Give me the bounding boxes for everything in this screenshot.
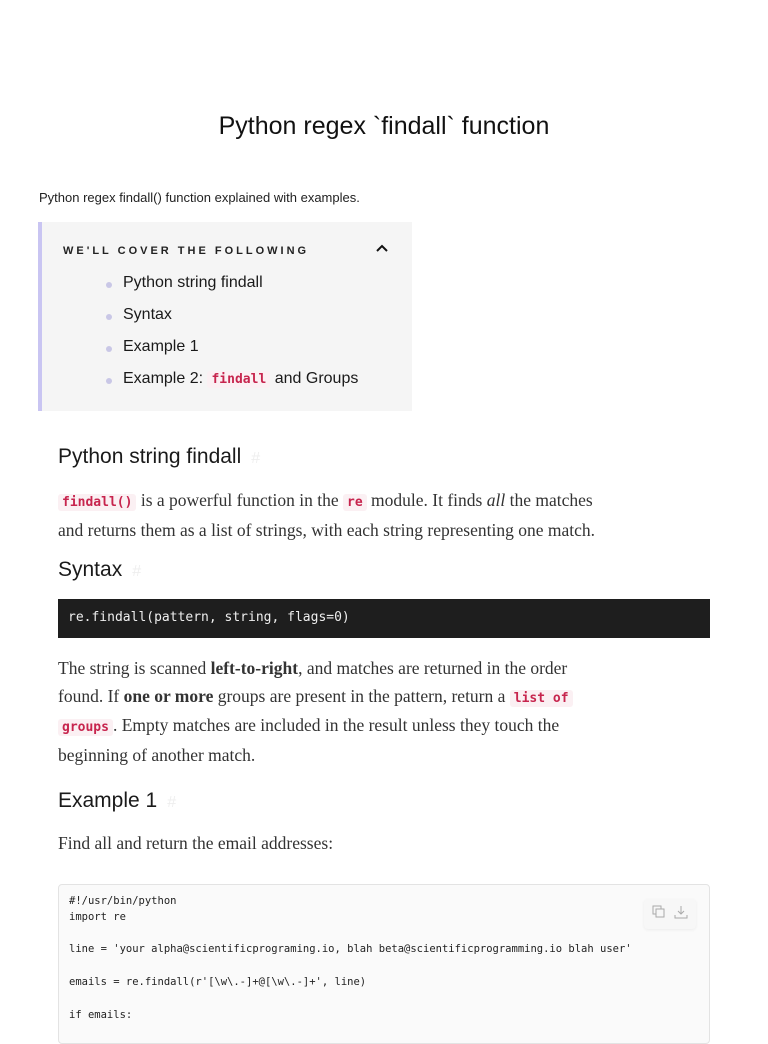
paragraph-example-1: Find all and return the email addresses:	[58, 833, 334, 853]
code-line: #!/usr/bin/python	[69, 895, 177, 907]
download-icon[interactable]	[674, 905, 688, 924]
paragraph-syntax-explanation: The string is scanned left-to-right, and matches are returned in the order found. If one or more groups are present in the pattern, return a list of groups . Empty matches are included in the result unless they touch the beginning of another match.	[58, 655, 573, 769]
anchor-link[interactable]: #	[251, 450, 261, 467]
heading-example-1: Example 1 #	[58, 789, 177, 812]
code-line: line = 'your alpha@scientificprograming.io, blah beta@scientificprogramming.io blah user'	[69, 943, 632, 955]
toc-item-label: Python string findall	[123, 274, 263, 291]
toc-item-label: Example 2:	[123, 370, 208, 387]
toc-item-example-2[interactable]	[123, 370, 358, 388]
table-of-contents	[38, 222, 412, 411]
heading-syntax: Syntax #	[58, 558, 142, 581]
paragraph-findall-intro: findall() is a powerful function in the re module. It finds all the matches and returns them as a list of strings, with each string representing one match.	[58, 490, 596, 540]
code-line: import re	[69, 911, 126, 923]
syntax-code-block: re.findall(pattern, string, flags=0)	[58, 599, 710, 638]
toc-heading: WE'LL COVER THE FOLLOWING	[63, 245, 310, 257]
code-actions	[644, 899, 696, 929]
toc-item-label: Syntax	[123, 306, 172, 323]
example-code-block	[58, 884, 710, 1044]
inline-code: findall	[207, 371, 270, 388]
code-line: emails = re.findall(r'[\w\.-]+@[\w\.-]+', line)	[69, 976, 367, 988]
code-line: if emails:	[69, 1009, 133, 1021]
toc-item-syntax[interactable]	[123, 306, 172, 324]
heading-python-string-findall: Python string findall #	[58, 445, 261, 468]
copy-icon[interactable]	[652, 905, 666, 924]
anchor-link[interactable]: #	[167, 794, 177, 811]
toc-item-python-string-findall[interactable]	[123, 274, 263, 292]
anchor-link[interactable]: #	[132, 563, 142, 580]
chevron-up-icon[interactable]	[372, 238, 392, 258]
toc-item-label: and Groups	[270, 370, 359, 387]
toc-item-example-1[interactable]	[123, 338, 199, 356]
page-title: Python regex `findall` function	[218, 112, 550, 140]
toc-item-label: Example 1	[123, 338, 199, 355]
page-subtitle: Python regex findall() function explained with examples.	[39, 190, 360, 205]
